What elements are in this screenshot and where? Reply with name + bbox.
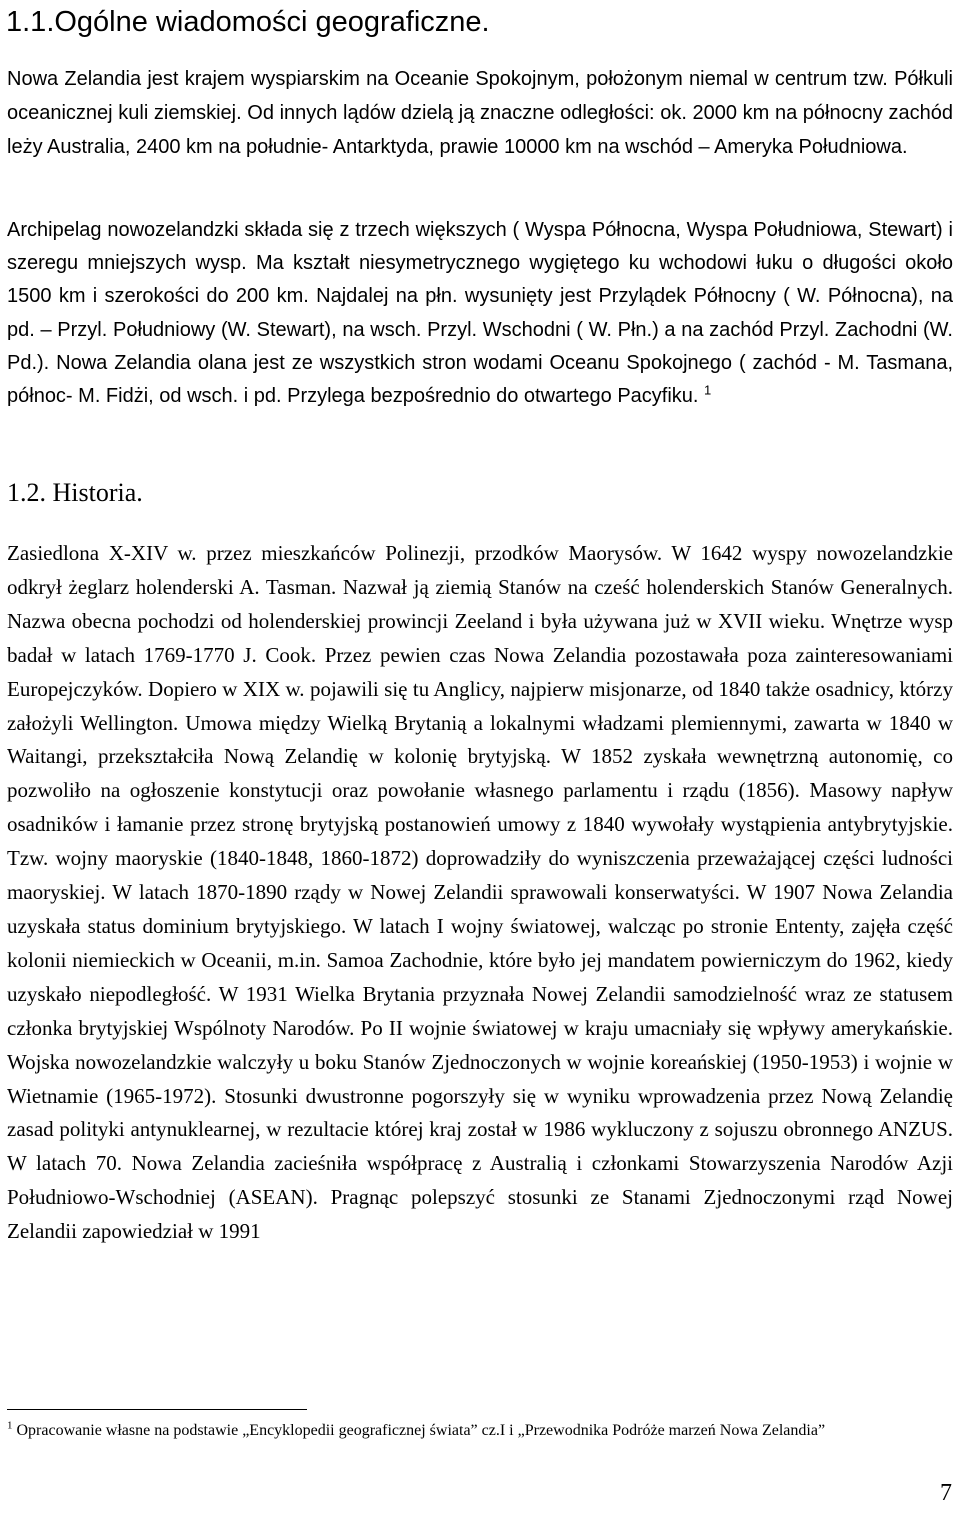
footnote-text: Opracowanie własne na podstawie „Encyklopedii geograficznej świata” cz.I i „Przewodnika Podróże marzeń Nowa Zelandia” [16,1422,826,1439]
history-paragraph: Zasiedlona X-XIV w. przez mieszkańców Polinezji, przodków Maorysów. W 1642 wyspy nowozelandzkie odkrył żeglarz holenderski A. Tasman. Nazwał ją ziemią Stanów na cześć holenderskich Stanów Generalnych. Nazwa obecna pochodzi od holenderskiej prowincji Zeeland i była używana już w XVII wieku. Wnętrze wysp badał w latach 1769-1770 J. Cook. Przez pewien czas Nowa Zelandia pozostawała poza zainteresowaniami Europejczyków. Dopiero w XIX w. pojawili się tu Anglicy, najpierw misjonarze, od 1840 także osadnicy, którzy założyli Wellington. Umowa między Wielką Brytanią a lokalnymi władzami plemiennymi, zawarta w 1840 w Waitangi, przekształciła Nową Zelandię w kolonię brytyjską. W 1852 zyskała wewnętrzną autonomię, co pozwoliło na ogłoszenie konstytucji oraz powołanie własnego parlamentu i rządu (1856). Masowy napływ osadników i łamanie przez stronę brytyjską postanowień umowy z 1840 wywołały wystąpienia antybrytyjskie. Tzw. wojny maoryskie (1840-1848, 1860-1872) doprowadziły do wyniszczenia przeważającej części ludności maoryskiej. W latach 1870-1890 rządy w Nowej Zelandii sprawowali konserwatyści. W 1907 Nowa Zelandia uzyskała status dominium brytyjskiego. W latach I wojny światowej, walcząc po stronie Ententy, zajęła część kolonii niemieckich w Oceanii, m.in. Samoa Zachodnie, które było jej mandatem powierniczym do 1962, kiedy uzyskało niepodległość. W 1931 Wielka Brytania przyznała Nowej Zelandii samodzielność wraz ze statusem członka brytyjskiej Wspólnoty Narodów. Po II wojnie światowej w kraju umacniały się wpływy amerykańskie. Wojska nowozelandzkie walczyły u boku Stanów Zjednoczonych w wojnie koreańskiej (1950-1953) i wojnie w Wietnamie (1965-1972). Stosunki dwustronne pogorszyły się w wyniku wprowadzenia przez Nową Zelandię zasad polityki antynuklearnej, w rezultacie której kraj został w 1986 wykluczony z sojuszu obronnego ANZUS. W latach 70. Nowa Zelandia zacieśniła współpracę z Australią i członkami Stowarzyszenia Narodów Azji Południowo-Wschodniej (ASEAN). Pragnąc polepszyć stosunki ze Stanami Zjednoczonymi rząd Nowej Zelandii zapowiedział w 1991 [7,541,953,1244]
geography-paragraph-location: Nowa Zelandia jest krajem wyspiarskim na Oceanie Spokojnym, położonym niemal w centrum tzw. Półkuli oceanicznej kuli ziemskiej. Od innych lądów dzielą ją znaczne odległości: ok. 2000 km na północny zachód leży Australia, 2400 km na południe- Antarktyda, prawie 10000 km na wschód – Ameryka Południowa. [7,68,953,158]
footnote-reference[interactable]: 1 [704,382,712,398]
section-heading-geography: 1.1.Ogólne wiadomości geograficzne. [6,6,490,38]
footnote-separator [7,1409,307,1410]
section-heading-history: 1.2. Historia. [7,478,143,507]
footnote [7,1419,947,1443]
archipelago-text: Archipelag nowozelandzki składa się z trzech większych ( Wyspa Północna, Wyspa Południowa, Stewart) i szeregu mniejszych wysp. Ma kształt niesymetrycznego wygiętego ku wchodowi łuku o długości około 1500 km i szerokości do 200 km. Najdalej na płn. wysunięty jest Przylądek Północny ( W. Północna), na pd. – Przyl. Południowy (W. Stewart), na wsch. Przyl. Wschodni ( W. Płn.) a na zachód Przyl. Zachodni (W. Pd.). Nowa Zelandia olana jest ze wszystkich stron wodami Oceanu Spokojnego ( zachód - M. Tasmana, północ- M. Fidżi, od wsch. i pd. Przylega bezpośrednio do otwartego Pacyfiku. [7,219,953,408]
footnote-number: 1 [7,1419,13,1432]
geography-paragraph-archipelago [7,214,953,413]
page-number: 7 [940,1480,952,1506]
